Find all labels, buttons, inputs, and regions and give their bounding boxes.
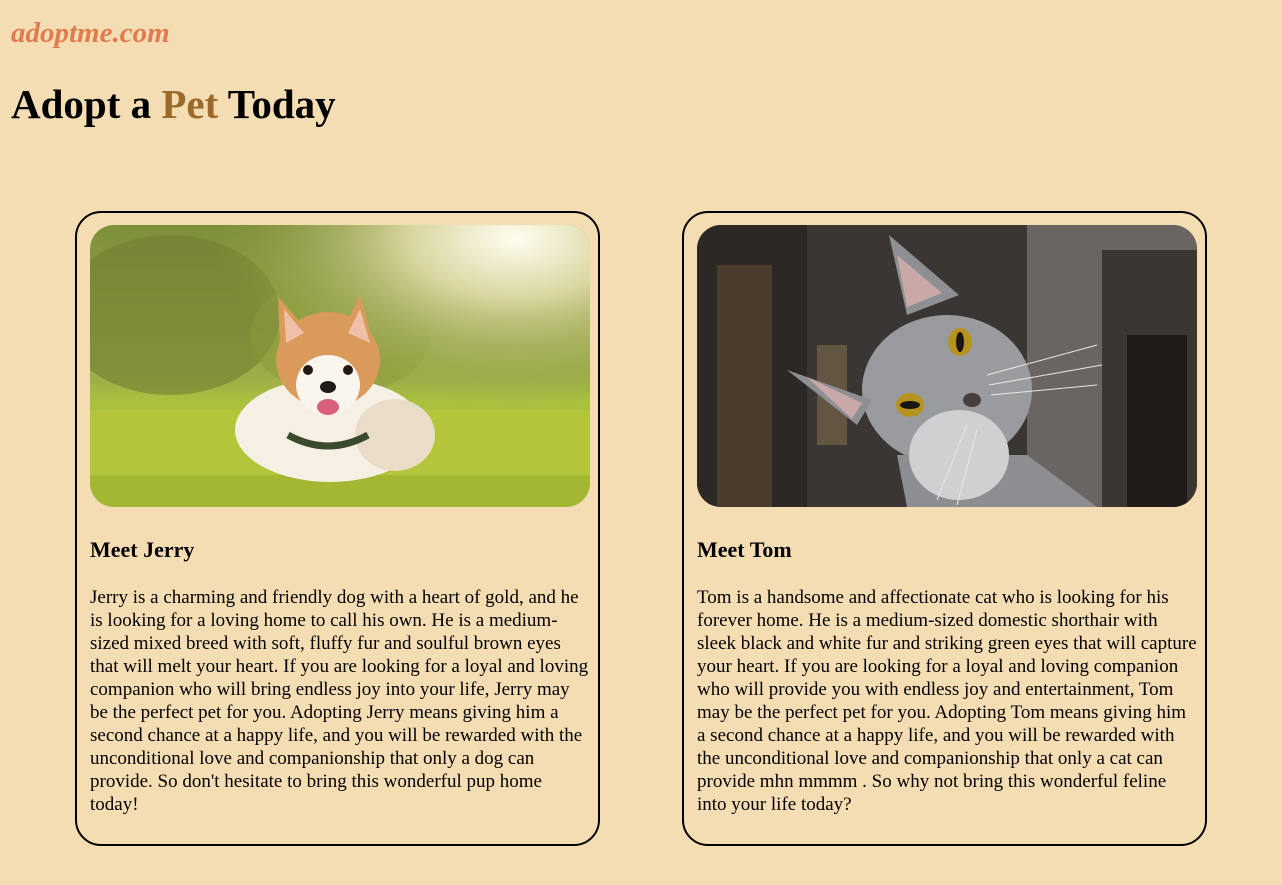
pet-card-jerry	[75, 211, 600, 846]
pet-card-tom	[682, 211, 1207, 846]
pet-heading: Meet Tom	[697, 537, 792, 562]
dog-photo	[90, 225, 590, 507]
page-title	[11, 80, 336, 129]
title-accent: Pet	[161, 81, 219, 127]
site-logo[interactable]: adoptme.com	[11, 17, 170, 49]
pet-description: Tom is a handsome and affectionate cat who is looking for his forever home. He is a medium-sized domestic shorthair with sleek black and white fur and striking green eyes that will capture your heart. If you are looking for a loyal and loving companion who will provide you with endless joy and entertainment, Tom may be the perfect pet for you. Adopting Tom means giving him a second chance at a happy life, and you will be rewarded with the unconditional love and companionship that only a cat can provide mhn mmmm . So why not bring this wonderful feline into your life today?	[697, 587, 1197, 815]
pet-heading: Meet Jerry	[90, 537, 195, 562]
title-prefix: Adopt a	[11, 81, 162, 127]
pet-description: Jerry is a charming and friendly dog with a heart of gold, and he is looking for a loving home to call his own. He is a medium-sized mixed breed with soft, fluffy fur and soulful brown eyes that will melt your heart. If you are looking for a loyal and loving companion who will bring endless joy into your life, Jerry may be the perfect pet for you. Adopting Jerry means giving him a second chance at a happy life, and you will be rewarded with the unconditional love and companionship that only a dog can provide. So don't hesitate to bring this wonderful pup home today!	[90, 587, 589, 815]
title-suffix: Today	[218, 81, 336, 127]
cat-photo	[697, 225, 1197, 507]
